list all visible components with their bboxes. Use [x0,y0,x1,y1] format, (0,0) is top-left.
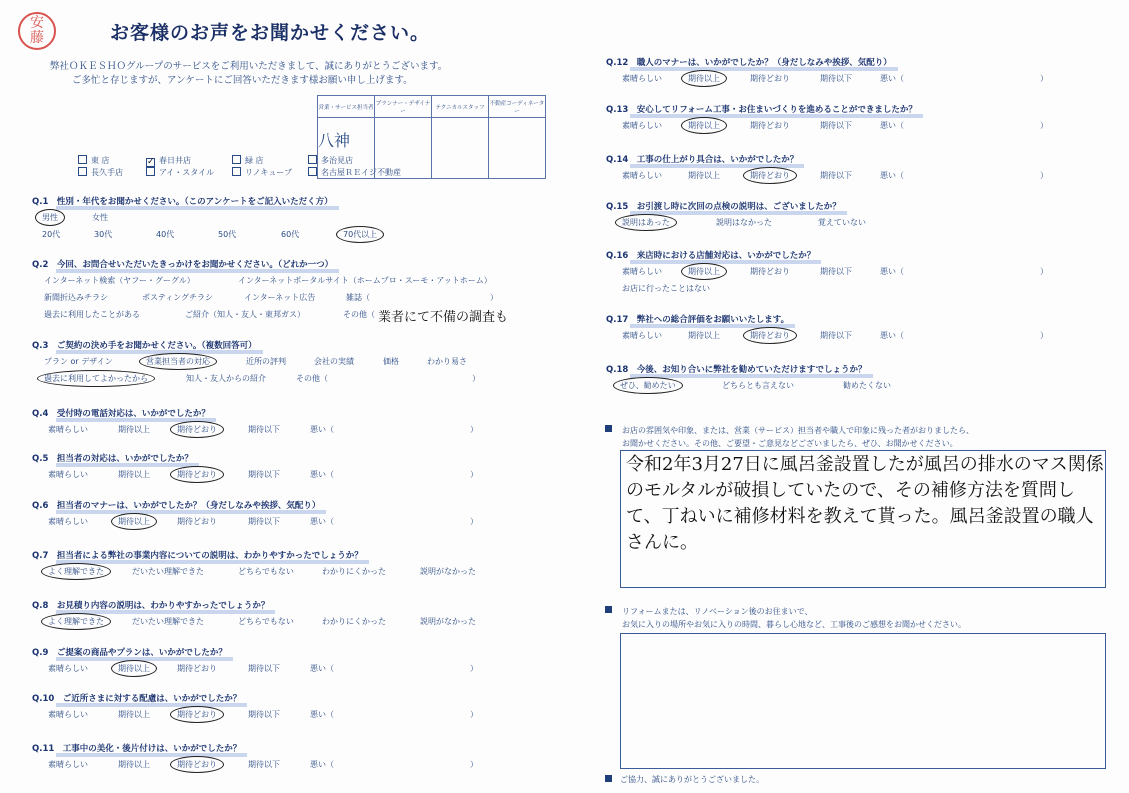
option-label-circled: よく理解できた [41,563,111,580]
thanks-line [605,774,764,785]
option-q3[interactable] [246,356,286,367]
option-label: 60代 [281,230,300,239]
option-q18[interactable] [620,380,676,391]
option-q10[interactable] [177,709,217,720]
option-q17[interactable] [880,330,1048,341]
option-q6[interactable] [310,516,478,527]
option-label: 過去に利用したことがある [44,310,140,319]
option-q13[interactable] [688,120,720,131]
option-label: インターネットポータルサイト（ホームプロ・スーモ・アットホーム） [238,276,492,285]
option-label: 素晴らしい [48,760,88,769]
option-q7[interactable] [238,566,294,577]
option-label: 価格 [383,357,399,366]
option-q8[interactable] [238,616,294,627]
store-label: 東 店 [91,156,110,165]
option-label: 期待以下 [248,664,280,673]
store-option[interactable] [232,167,292,178]
checkbox-icon[interactable] [146,167,155,176]
option-q2[interactable] [238,275,492,286]
option-q4[interactable] [48,424,88,435]
option-label: 素晴らしい [622,74,662,83]
option-q16[interactable] [622,266,662,277]
option-label: 期待以下 [248,517,280,526]
option-q15[interactable] [818,217,866,228]
option-q7[interactable] [420,566,476,577]
comment1-prompt-1: お店の雰囲気や印象、または、営業（サービス）担当者や職人で印象に残った者がおりましたら、 [622,426,974,435]
option-label-circled: 期待どおり [170,756,224,773]
option-label-circled: 期待以上 [111,660,157,677]
option-label: 期待どおり [177,664,217,673]
option-q2[interactable] [343,309,375,320]
option-label: どちらでもない [238,567,294,576]
square-bullet-icon [605,606,612,613]
page-title: お客様のお声をお聞かせください。 [110,22,431,44]
option-label-circled: 期待以上 [681,117,727,134]
checkbox-icon[interactable]: ✓ [147,157,155,167]
store-label: 名古屋ＲＥイジ不動産 [321,168,401,177]
option-label: 悪い（ ） [880,74,1048,83]
option-label-circled: 期待どおり [170,706,224,723]
checkbox-icon[interactable] [308,167,317,176]
option-q16[interactable] [880,266,1048,277]
option-q3[interactable] [383,356,399,367]
option-q9[interactable] [310,663,478,674]
option-label: 素晴らしい [48,664,88,673]
option-label: 素晴らしい [622,331,662,340]
comment1-prompt-2: お聞かせください。その他、ご要望・ご意見などございましたら、ぜひ、お聞かせください。 [622,439,958,448]
option-q1[interactable] [42,212,58,223]
option-q7[interactable] [322,566,386,577]
option-label-circled: よく理解できた [41,613,111,630]
checkbox-icon[interactable] [308,155,317,164]
comment2-prompt-1: リフォームまたは、リノベーション後のお住まいで、 [622,607,813,616]
option-label: インターネット検索（ヤフー・グーグル） [44,276,195,285]
option-q10[interactable] [48,709,88,720]
option-label: 期待以上 [118,470,150,479]
option-q14[interactable] [688,170,720,181]
store-option[interactable] [308,167,401,178]
option-label: 素晴らしい [622,267,662,276]
option-q3[interactable] [44,373,148,384]
store-option[interactable] [146,167,214,178]
option-label: 覚えていない [818,218,866,227]
question-q3: Q.3 ご契約の決め手をお聞かせください。（複数回答可） [32,341,257,351]
option-q7[interactable] [48,566,104,577]
option-label: 素晴らしい [48,425,88,434]
option-label-circled: 期待どおり [743,327,797,344]
option-q1[interactable] [218,229,236,240]
option-label: 期待以下 [248,710,280,719]
intro-line-1: 弊社ＯＫＥＳＨＯグループのサービスをご利用いただきまして、誠にありがとうございます。 [50,61,448,72]
option-label: 悪い（ ） [310,664,478,673]
option-label: わかり易さ [427,357,467,366]
option-label: 会社の実績 [314,357,354,366]
option-label: 素晴らしい [48,470,88,479]
option-q10[interactable] [118,709,150,720]
option-label: 期待以下 [820,74,852,83]
question-q8: Q.8 お見積り内容の説明は、わかりやすかったでしょうか？ [32,601,270,611]
option-q11[interactable] [118,759,150,770]
option-label: 悪い（ ） [310,710,478,719]
store-label: 多治見店 [321,156,353,165]
option-q16[interactable] [820,266,852,277]
option-label: 勧めたくない [843,381,891,390]
option-q6[interactable] [48,516,88,527]
comment2-prompt-2: お気に入りの場所やお気に入りの時間、暮らし心地など、工事後のご感想をお聞かせください。 [622,620,966,629]
option-q4[interactable] [118,424,150,435]
option-q2[interactable] [142,292,213,303]
option-q15[interactable] [716,217,772,228]
option-q11[interactable] [48,759,88,770]
store-label: アイ・スタイル [159,168,215,177]
option-label: 知人・友人からの紹介 [186,374,266,383]
option-q8[interactable] [132,616,204,627]
option-q9[interactable] [248,663,280,674]
option-label: 期待以上 [118,760,150,769]
store-label: 緑 店 [245,156,264,165]
option-label: 40代 [156,230,175,239]
option-label: 期待以上 [688,171,720,180]
option-q4[interactable] [177,424,217,435]
option-q1[interactable] [94,229,112,240]
option-q5[interactable] [48,469,88,480]
option-label: 新聞折込みチラシ [44,293,108,302]
option-q2[interactable] [44,309,140,320]
option-q3[interactable] [146,356,210,367]
option-q8[interactable] [48,616,104,627]
staff-name-realestate[interactable] [489,118,546,179]
staff-header-planner: プランナー・デザイナー [375,96,432,118]
question-q1: Q.1 性別・年代をお聞かせください。（このアンケートをご記入いただく方） [32,197,333,207]
option-label: 期待以下 [820,267,852,276]
question-q9: Q.9 ご提案の商品やプランは、いかがでしたか？ [32,648,227,658]
option-label-circled: 営業担当者の対応 [139,353,217,370]
option-label: 女性 [92,213,108,222]
store-label: リノキューブ [245,168,292,177]
option-label: 期待以下 [248,470,280,479]
option-q14[interactable] [622,170,662,181]
option-label: 悪い（ ） [310,760,478,769]
option-q9[interactable] [118,663,150,674]
option-label-circled: 期待どおり [170,466,224,483]
question-q7: Q.7 担当者による弊社の事業内容についての説明は、わかりやすかったでしょうか？ [32,551,363,561]
checkbox-icon[interactable] [232,167,241,176]
handwritten-note: 業者にて不備の調査も [378,310,509,325]
store-option[interactable] [232,155,264,166]
option-label: 期待以下 [248,760,280,769]
option-label-circled: 期待どおり [743,167,797,184]
option-q12[interactable] [880,73,1048,84]
question-q14: Q.14 工事の仕上がり具合は、いかがでしたか？ [606,155,799,165]
question-q11: Q.11 工事中の美化・後片付けは、いかがでしたか？ [32,744,242,754]
option-q17[interactable] [622,330,662,341]
option-q13[interactable] [750,120,790,131]
option-q13[interactable] [820,120,852,131]
option-label-circled: 70代以上 [336,226,384,243]
option-label: 期待以上 [118,425,150,434]
seal-stamp: 安 藤 [18,12,56,50]
option-label: どちらでもない [238,617,294,626]
store-option[interactable] [78,167,123,178]
question-q5: Q.5 担当者の対応は、いかがでしたか？ [32,454,193,464]
store-option[interactable] [308,155,353,166]
option-q4[interactable] [310,424,478,435]
option-label: 悪い（ ） [880,331,1048,340]
option-q6[interactable] [248,516,280,527]
staff-header-realestate: 不動産コーディネーター [489,96,546,118]
option-label: その他（ [343,310,375,319]
option-q14[interactable] [820,170,852,181]
option-q1[interactable] [42,229,60,240]
store-label: 長久手店 [91,168,123,177]
option-label: 期待どおり [750,267,790,276]
option-q16[interactable] [688,266,720,277]
option-label-circled: 期待以上 [681,263,727,280]
store-option[interactable] [146,155,191,167]
option-q17[interactable] [750,330,790,341]
option-q16[interactable] [750,266,790,277]
option-q12[interactable] [688,73,720,84]
option-label: ポスティングチラシ [142,293,214,302]
option-label: 50代 [218,230,237,239]
option-q1[interactable] [156,229,174,240]
option-label: インターネット広告 [244,293,316,302]
question-q17: Q.17 弊社への総合評価をお願いいたします。 [606,315,790,325]
option-label: 悪い（ ） [880,267,1048,276]
option-label: わかりにくかった [322,617,386,626]
option-q2[interactable] [346,292,498,303]
option-label-circled: 説明はあった [615,214,677,231]
checkbox-icon[interactable] [232,155,241,164]
question-q15: Q.15 お引渡し時に次回の点検の説明は、ございましたか？ [606,202,841,212]
option-label: 雑誌（ ） [346,293,498,302]
option-q8[interactable] [420,616,476,627]
option-q17[interactable] [688,330,720,341]
question-q16: Q.16 来店時における店舗対応は、いかがでしたか？ [606,251,816,261]
option-q3[interactable] [44,356,113,367]
store-label: 春日井店 [159,156,191,165]
option-q13[interactable] [880,120,1048,131]
option-label: 期待どおり [750,74,790,83]
intro-line-2: ご多忙と存じますが、アンケートにご回答いただきます様お願い申し上げます。 [72,75,413,86]
option-label: だいたい理解できた [132,617,204,626]
option-label: 悪い（ ） [310,517,478,526]
option-label: 期待以上 [688,331,720,340]
option-q2[interactable] [185,309,305,320]
option-q6[interactable] [177,516,217,527]
option-q2[interactable] [44,292,108,303]
question-q2: Q.2 今回、お問合せいただいたきっかけをお聞かせください。（どれか一つ） [32,260,334,270]
staff-header-technical: テクニカルスタッフ [432,96,489,118]
option-label: 期待以下 [820,171,852,180]
option-q11[interactable] [248,759,280,770]
option-q7[interactable] [132,566,204,577]
option-q9[interactable] [177,663,217,674]
option-q17[interactable] [820,330,852,341]
question-q18: Q.18 今後、お知り合いに弊社を勧めていただけますでしょうか？ [606,365,867,375]
option-label: 素晴らしい [622,121,662,130]
option-label-circled: 過去に利用してよかったから [37,370,155,387]
option-label-circled: 期待どおり [170,421,224,438]
option-label: 素晴らしい [48,517,88,526]
option-label: 説明はなかった [716,218,772,227]
option-label: だいたい理解できた [132,567,204,576]
option-q3[interactable] [427,356,467,367]
option-q6[interactable] [118,516,150,527]
option-q18[interactable] [722,380,794,391]
comment2-box[interactable] [620,633,1106,769]
comment2-marker [605,606,620,615]
option-q2[interactable] [244,292,315,303]
checkbox-icon[interactable] [78,155,87,164]
question-q12: Q.12 職人のマナーは、いかがでしたか？（身だしなみや挨拶、気配り） [606,58,892,68]
option-label: わかりにくかった [322,567,386,576]
option-q11[interactable] [177,759,217,770]
option-q3[interactable] [186,373,266,384]
comment1-answer: 令和2年3月27日に風呂釜設置したが風呂の排水のマス関係のモルタルが破損していたので、その補修方法を質問して、丁ねいに補修材料を教えて貰った。風呂釜設置の職人さんに。 [626,454,1104,553]
option-q3[interactable] [296,373,480,384]
option-label: 悪い（ ） [310,470,478,479]
option-label: 期待以上 [118,710,150,719]
checkbox-icon[interactable] [78,167,87,176]
option-label: 説明がなかった [420,617,476,626]
option-q11[interactable] [310,759,478,770]
option-q8[interactable] [322,616,386,627]
square-bullet-icon [605,775,612,782]
option-q4[interactable] [248,424,280,435]
option-label: 素晴らしい [48,710,88,719]
option-q12[interactable] [622,73,662,84]
option-label: 説明がなかった [420,567,476,576]
option-q10[interactable] [310,709,478,720]
option-label: 期待どおり [177,517,217,526]
option-q1[interactable] [343,229,377,240]
staff-name-technical[interactable] [432,118,489,179]
option-q1[interactable] [92,212,108,223]
option-label-circled: 男性 [35,209,65,226]
option-q12[interactable] [820,73,852,84]
square-bullet-icon [605,425,612,432]
option-label: 期待以下 [820,121,852,130]
option-q5[interactable] [310,469,478,480]
option-label: 素晴らしい [622,171,662,180]
option-q12[interactable] [750,73,790,84]
option-label-circled: ぜひ、勧めたい [613,377,683,394]
store-option[interactable] [78,155,110,166]
option-label: その他（ ） [296,374,480,383]
option-label-circled: 期待以上 [681,70,727,87]
option-label: プラン or デザイン [44,357,113,366]
comment1-marker [605,425,620,434]
option-label: お店に行ったことはない [622,284,710,293]
option-q1[interactable] [281,229,299,240]
option-q14[interactable] [880,170,1048,181]
option-label: 悪い（ ） [880,171,1048,180]
option-label: 悪い（ ） [310,425,478,434]
option-q5[interactable] [177,469,217,480]
option-q14[interactable] [750,170,790,181]
question-q4: Q.4 受付時の電話対応は、いかがでしたか？ [32,409,210,419]
option-label: 期待どおり [750,121,790,130]
question-q6: Q.6 担当者のマナーは、いかがでしたか？（身だしなみや挨拶、気配り） [32,501,321,511]
option-q13[interactable] [622,120,662,131]
option-q2[interactable] [44,275,195,286]
option-label: 期待以下 [248,425,280,434]
option-q18[interactable] [843,380,891,391]
question-q13: Q.13 安心してリフォーム工事・お住まいづくりを進めることができましたか？ [606,105,917,115]
option-label: 近所の評判 [246,357,286,366]
staff-header-sales: 営業・サービス担当者 [318,96,375,118]
option-q10[interactable] [248,709,280,720]
question-q10: Q.10 ご近所さまに対する配慮は、いかがでしたか？ [32,694,242,704]
option-q9[interactable] [48,663,88,674]
option-q5[interactable] [248,469,280,480]
option-q16[interactable] [622,283,710,294]
option-label: 悪い（ ） [880,121,1048,130]
staff-name-sales[interactable]: 八神 [318,118,375,179]
option-label: 期待以下 [820,331,852,340]
option-label: 20代 [42,230,61,239]
option-q5[interactable] [118,469,150,480]
option-label: ご紹介（知人・友人・東邦ガス） [185,310,305,319]
option-label: 30代 [94,230,113,239]
option-q15[interactable] [622,217,670,228]
option-label-circled: 期待以上 [111,513,157,530]
option-label: どちらとも言えない [722,381,794,390]
thanks-text: ご協力、誠にありがとうございました。 [620,775,764,784]
option-q3[interactable] [314,356,354,367]
